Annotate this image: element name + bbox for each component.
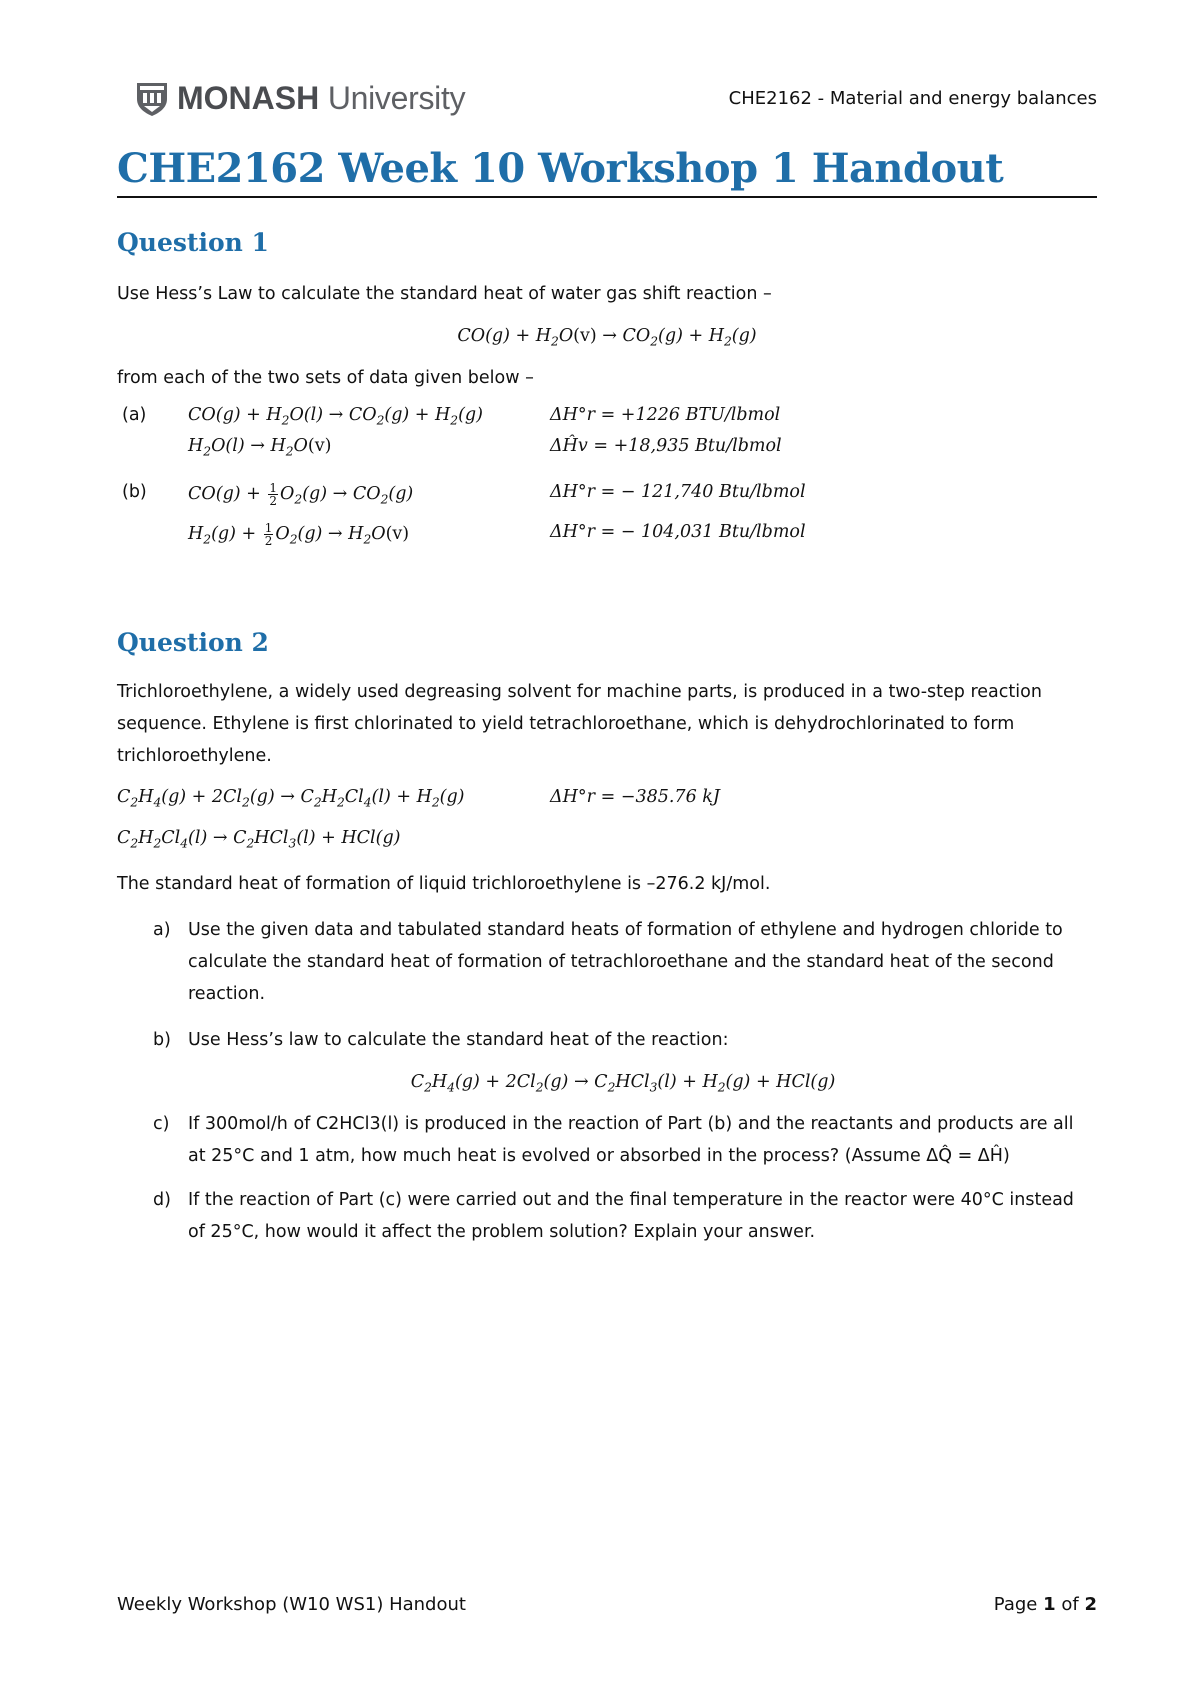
set-a-equation-1: $CO(g) + H_2O(l) \to CO_2(g) + H_2(g)$ [188, 405, 483, 428]
list-item [153, 1024, 1093, 1056]
reaction-1-enthalpy: ΔH°r = −385.76 kJ [550, 787, 720, 807]
page-header [135, 80, 1097, 128]
set-b-enthalpy-1: ΔH°r = − 121,740 Btu/lbmol [550, 482, 806, 502]
list-item [153, 1108, 1093, 1172]
page-current: 1 [1043, 1594, 1056, 1615]
question-2-intro: Trichloroethylene, a widely used degreasing solvent for machine parts, is produced in a two-step reaction sequence. Ethylene is first chlorinated to yield tetrachloroethane, which is dehydrochlorinated to form trichloroethylene. [117, 682, 1042, 766]
page-number [994, 1594, 1097, 1615]
monash-logo [135, 80, 465, 117]
reaction-2-equation: $C_2H_2Cl_4(l) \to C_2HCl_3(l) + HCl(g)$ [117, 828, 401, 851]
list-text: Use the given data and tabulated standard heats of formation of ethylene and hydrogen chloride to calculate the standard heat of formation of tetrachloroethane and the standard heat of the second reaction. [188, 920, 1063, 1004]
question-2-heading: Question 2 [117, 628, 269, 657]
list-marker: d) [153, 1190, 171, 1210]
list-text: Use Hess’s law to calculate the standard heat of the reaction: [188, 1030, 729, 1050]
water-gas-shift-equation: $CO(g) + H_2O(v) \to CO_2(g) + H_2(g)$ [457, 326, 757, 349]
question-1-heading: Question 1 [117, 228, 269, 257]
page-of: of [1061, 1594, 1079, 1615]
overall-reaction-equation: $C_2H_4(g) + 2Cl_2(g) \to C_2HCl_3(l) + H_2(g) + HCl(g)$ [410, 1072, 836, 1095]
set-a-equation-2: $H_2O(l) \to H_2O(v)$ [188, 436, 332, 459]
list-marker: b) [153, 1030, 171, 1050]
set-a-enthalpy-1: ΔH°r = +1226 BTU/lbmol [550, 405, 781, 425]
logo-university: University [327, 80, 466, 116]
set-a-label: (a) [122, 405, 147, 425]
page-title: CHE2162 Week 10 Workshop 1 Handout [117, 145, 1097, 198]
list-item [153, 914, 1093, 1010]
set-b-label: (b) [122, 482, 147, 502]
formation-statement: The standard heat of formation of liquid trichloroethylene is –276.2 kJ/mol. [117, 874, 771, 894]
set-b-equation-2: $H_2(g)$ + $\frac{1}{2}$ $O_2(g) \to H_2O(v)$ [188, 521, 410, 548]
list-marker: a) [153, 920, 171, 940]
monash-crest-icon [135, 81, 169, 117]
logo-brand: MONASH [177, 80, 320, 116]
set-b-enthalpy-2: ΔH°r = − 104,031 Btu/lbmol [550, 522, 806, 542]
set-a-enthalpy-2: ΔĤv = +18,935 Btu/lbmol [550, 436, 782, 456]
list-text: If 300mol/h of C2HCl3(l) is produced in the reaction of Part (b) and the reactants and products are all at 25°C and 1 atm, how much heat is evolved or absorbed in the process? (Assume ΔQ̂ = ΔĤ) [188, 1114, 1074, 1166]
list-marker: c) [153, 1114, 170, 1134]
list-item [153, 1184, 1093, 1248]
course-header: CHE2162 - Material and energy balances [728, 88, 1097, 109]
list-text: If the reaction of Part (c) were carried out and the final temperature in the reactor were 40°C instead of 25°C, how would it affect the problem solution? Explain your answer. [188, 1190, 1074, 1242]
question-1-intro: Use Hess’s Law to calculate the standard heat of water gas shift reaction – [117, 284, 772, 304]
footer-title: Weekly Workshop (W10 WS1) Handout [117, 1594, 466, 1615]
reaction-1-equation: $C_2H_4(g) + 2Cl_2(g) \to C_2H_2Cl_4(l) + H_2(g)$ [117, 787, 465, 810]
question-1-data-intro: from each of the two sets of data given below – [117, 368, 534, 388]
page-prefix: Page [993, 1594, 1038, 1615]
page-total: 2 [1084, 1594, 1097, 1615]
set-b-equation-1: CO(g) + $\frac{1}{2}$ $O_2(g) \to CO_2(g)$ [188, 481, 414, 508]
